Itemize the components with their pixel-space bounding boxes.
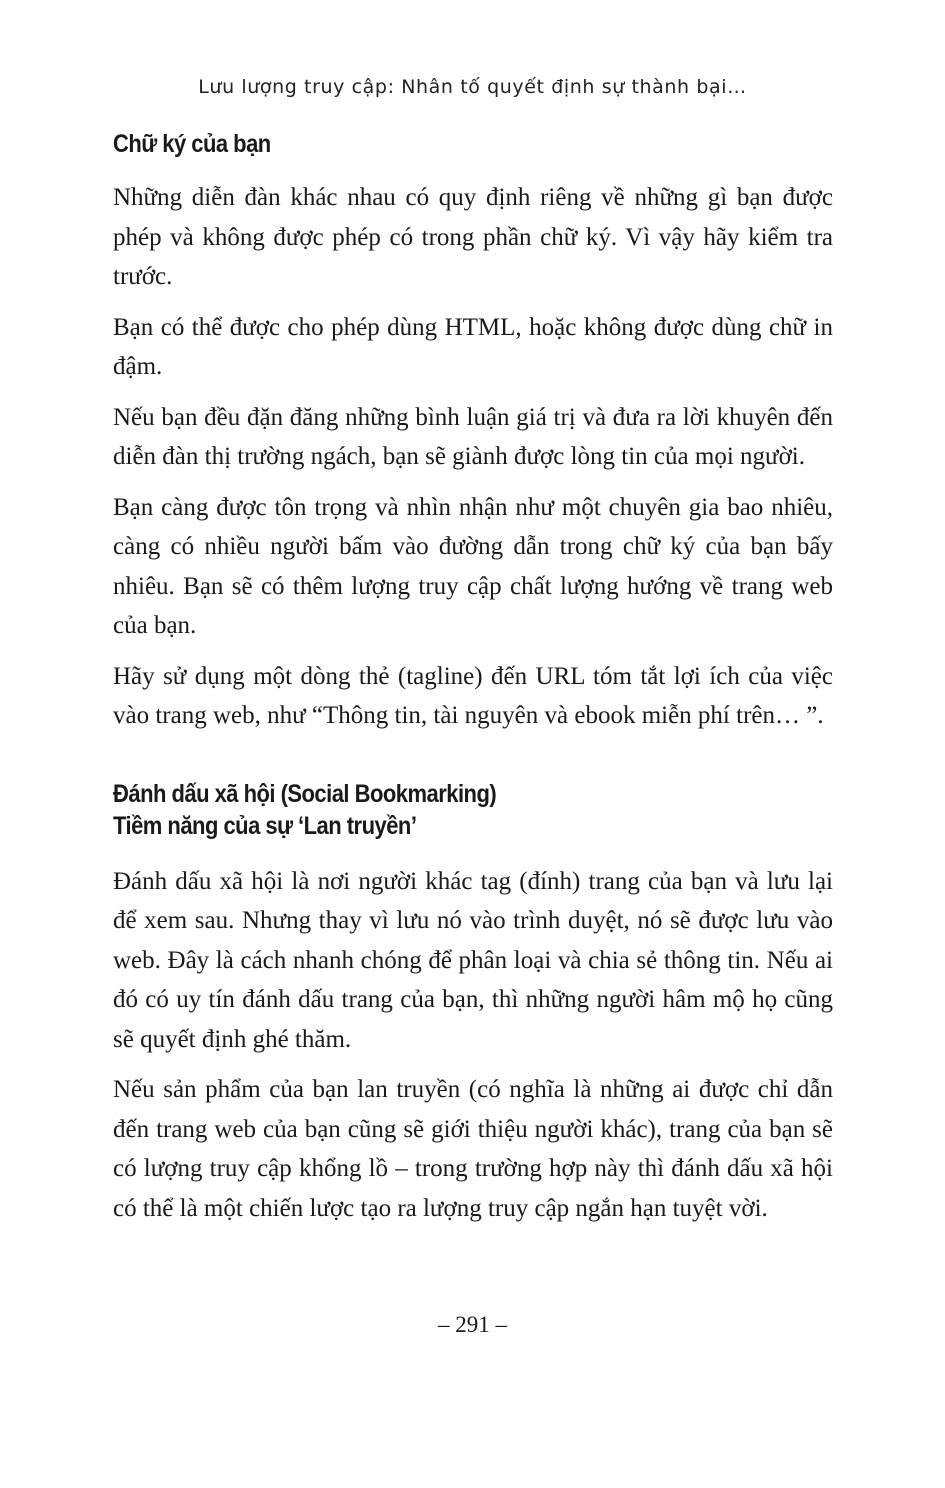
section-subheading-viral: Tiềm năng của sự ‘Lan truyền’ [113,811,417,840]
paragraph: Những diễn đàn khác nhau có quy định riêng về những gì bạn được phép và không được phép có trong phần chữ ký. Vì vậy hãy kiểm tra trước. [113,184,833,290]
paragraph: Bạn càng được tôn trọng và nhìn nhận như một chuyên gia bao nhiêu, càng có nhiều người bấm vào đường dẫn trong chữ ký của bạn bấy nhiêu. Bạn sẽ có thêm lượng truy cập chất lượng hướng về trang web của bạn. [113,493,833,639]
paragraph: Hãy sử dụng một dòng thẻ (tagline) đến URL tóm tắt lợi ích của việc vào trang web, như “Thông tin, tài nguyên và ebook miễn phí trên… ”. [113,662,833,729]
paragraph: Bạn có thể được cho phép dùng HTML, hoặc không được dùng chữ in đậm. [113,313,833,380]
paragraph: Đánh dấu xã hội là nơi người khác tag (đính) trang của bạn và lưu lại để xem sau. Nhưng thay vì lưu nó vào trình duyệt, nó sẽ được lưu vào web. Đây là cách nhanh chóng để phân loại và chia sẻ thông tin. Nếu ai đó có uy tín đánh dấu trang của bạn, thì những người hâm mộ họ cũng sẽ quyết định ghé thăm. [113,867,833,1053]
section-heading-signature: Chữ ký của bạn [113,130,271,158]
page-number: – 291 – [438,1312,507,1337]
page-body [113,128,833,1239]
section-heading-social-bookmarking: Đánh dấu xã hội (Social Bookmarking) [113,779,497,808]
paragraph: Nếu sản phẩm của bạn lan truyền (có nghĩa là những ai được chỉ dẫn đến trang web của bạn cũng sẽ giới thiệu người khác), trang của bạn sẽ có lượng truy cập khổng lồ – trong trường hợp này thì đánh dấu xã hội có thể là một chiến lược tạo ra lượng truy cập ngắn hạn tuyệt vời. [113,1076,833,1222]
paragraph: Nếu bạn đều đặn đăng những bình luận giá trị và đưa ra lời khuyên đến diễn đàn thị trường ngách, bạn sẽ giành được lòng tin của mọi người. [113,403,833,470]
running-header: Lưu lượng truy cập: Nhân tố quyết định sự thành bại… [198,76,747,98]
